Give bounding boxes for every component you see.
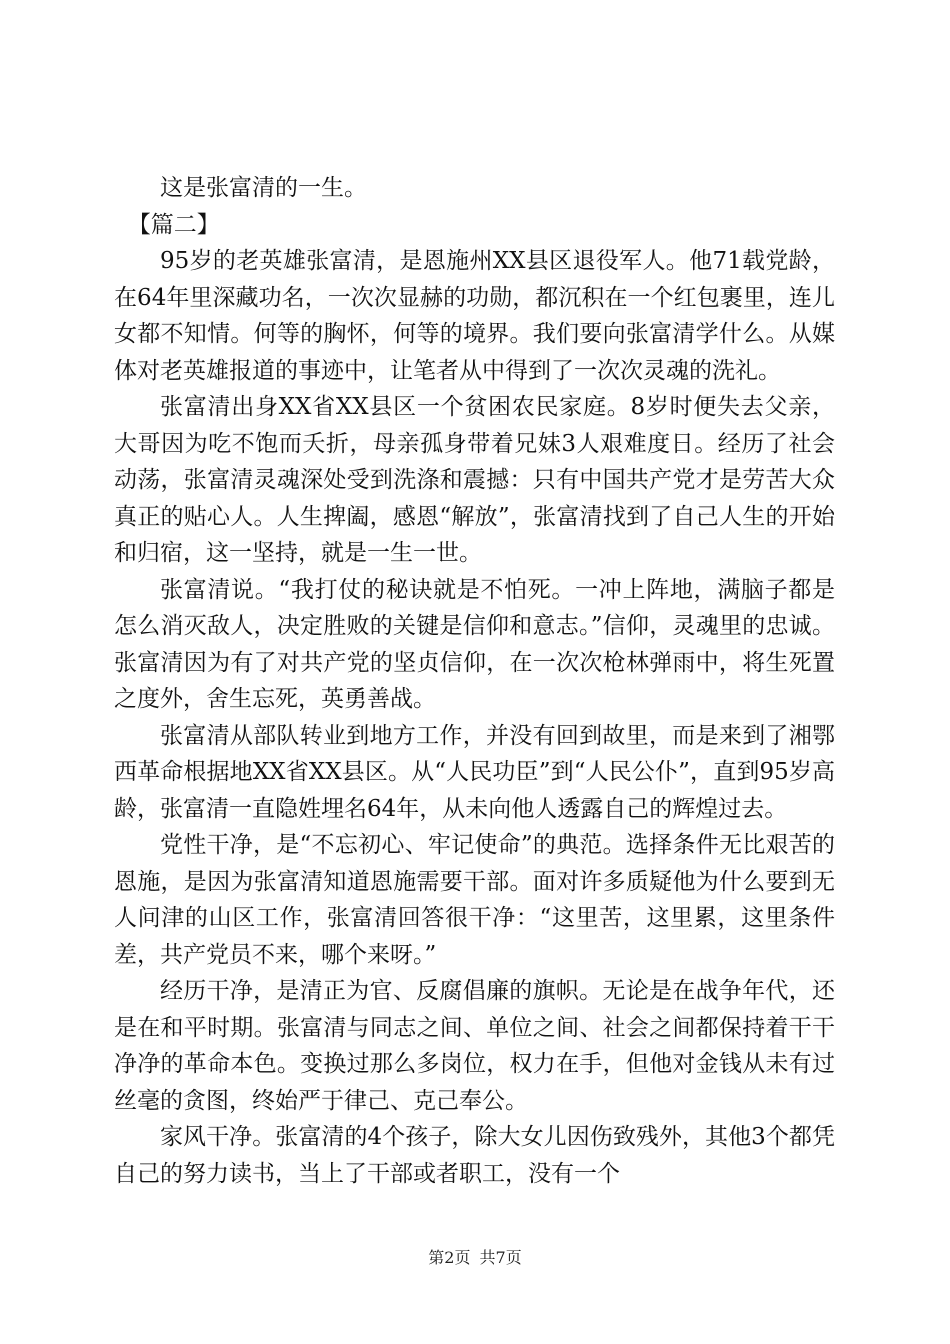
- paragraph: 张富清说。“我打仗的秘诀就是不怕死。一冲上阵地，满脑子都是怎么消灭敌人，决定胜败的关键是信仰和意志。”信仰，灵魂里的忠诚。张富清因为有了对共产党的坚贞信仰，在一次次枪林弹雨中，将生死置之度外，舍生忘死，英勇善战。: [114, 576, 835, 712]
- paragraph-closing-line: 这是张富清的一生。: [160, 175, 367, 201]
- paragraph: 95岁的老英雄张富清，是恩施州XX县区退役军人。他71载党龄，在64年里深藏功名，一次次显赫的功勋，都沉积在一个红包裹里，连儿女都不知情。何等的胸怀，何等的境界。我们要向张富清学什么。从媒体对老英雄报道的事迹中，让笔者从中得到了一次次灵魂的洗礼。: [114, 248, 835, 384]
- page-footer: [0, 1245, 950, 1268]
- paragraph: 张富清从部队转业到地方工作，并没有回到故里，而是来到了湘鄂西革命根据地XX省XX县区。从“人民功臣”到“人民公仆”，直到95岁高龄，张富清一直隐姓埋名64年，从未向他人透露自己的辉煌过去。: [114, 722, 835, 822]
- paragraph: 经历干净，是清正为官、反腐倡廉的旗帜。无论是在战争年代，还是在和平时期。张富清与同志之间、单位之间、社会之间都保持着干干净净的革命本色。变换过那么多岗位，权力在手，但他对金钱从未有过丝毫的贪图，终始严于律己、克己奉公。: [114, 978, 835, 1114]
- document-body: [114, 170, 835, 1192]
- paragraph: 党性干净，是“不忘初心、牢记使命”的典范。选择条件无比艰苦的恩施，是因为张富清知道恩施需要干部。面对许多质疑他为什么要到无人问津的山区工作，张富清回答很干净：“这里苦，这里累，这里条件差，共产党员不来，哪个来呀。”: [114, 832, 835, 968]
- page-number: 第2页: [428, 1248, 471, 1267]
- paragraph: 家风干净。张富清的4个孩子，除大女儿因伤致残外，其他3个都凭自己的努力读书，当上了干部或者职工，没有一个: [114, 1124, 835, 1187]
- page-total: 共7页: [479, 1248, 522, 1267]
- section-heading: 【篇二】: [127, 211, 220, 238]
- paragraph: 张富清出身XX省XX县区一个贫困农民家庭。8岁时便失去父亲，大哥因为吃不饱而夭折，母亲孤身带着兄妹3人艰难度日。经历了社会动荡，张富清灵魂深处受到洗涤和震撼：只有中国共产党才是劳苦大众真正的贴心人。人生捭阖，感恩“解放”，张富清找到了自己人生的开始和归宿，这一坚持，就是一生一世。: [114, 394, 835, 566]
